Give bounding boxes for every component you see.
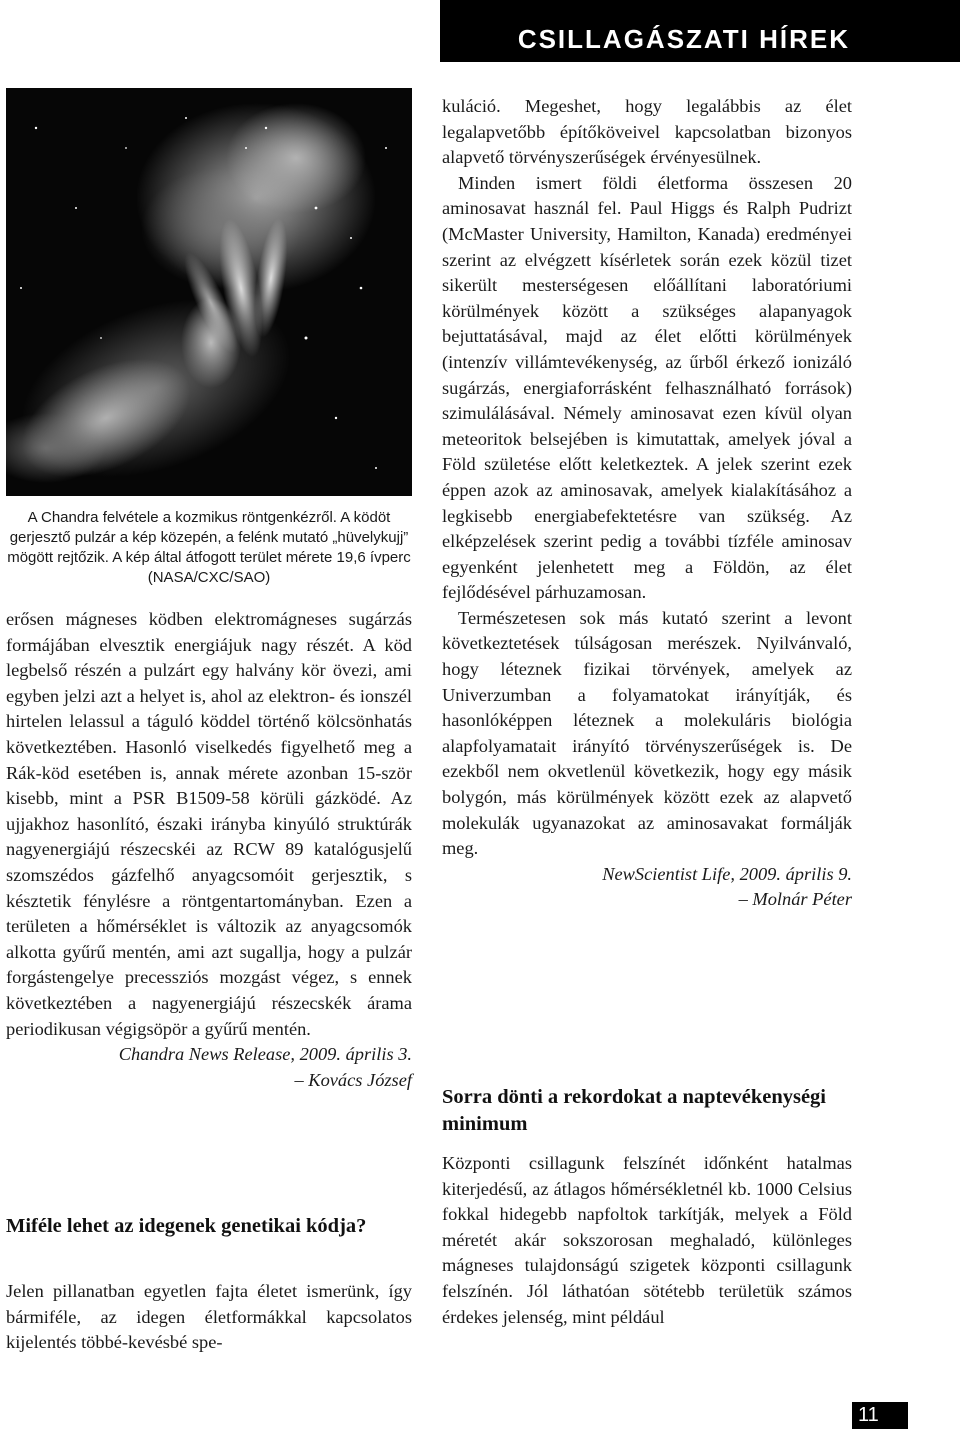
article1-source: Chandra News Release, 2009. április 3. (118, 1044, 412, 1065)
article1-author: – Kovács József (294, 1069, 412, 1090)
article2-intro: Jelen pillanatban egyetlen fajta életet ismerünk, így bármiféle, az idegen életformákkal kapcsolatos kijelentés többé-kevésbé spe- (6, 1281, 412, 1353)
section-title: CSILLAGÁSZATI HÍREK (517, 24, 850, 54)
article2-continuation-column (442, 94, 852, 913)
page-number: 11 (852, 1402, 908, 1429)
xray-nebula-photo (6, 88, 412, 496)
article2-intro-column (6, 1279, 412, 1356)
section-header-bar (440, 0, 960, 62)
article3-body: Központi csillagunk felszínét időnként hatalmas kiterjedésű, az átlagos hőmérsékletnél kb. 1000 Celsius fokkal hidegebb napfoltok tarkítják, melyek a Föld méretét akár sokszorosan meghaladó, különleges mágneses tulajdonságú szigetek központi csillagunk felszínén. Jól láthatóan sötétebb területük számos érdekes jelenség, mint például (442, 1153, 852, 1327)
figure-caption: A Chandra felvétele a kozmikus röntgenkézről. A ködöt gerjesztő pulzár a kép közepén, a felénk mutató „hüvelykujj” mögött rejtőzik. A kép által átfogott terület mérete 19,6 ívperc (NASA/CXC/SAO) (7, 509, 411, 586)
article2-paragraph3: Természetesen sok más kutató szerint a levont következtetések túlságosan merészek. Nyilvánvaló, hogy léteznek fizikai törvények, amelyek az Univerzumban a folyamatokat irányítják, és hasonlóképpen léteznek a molekuláris biológia alapfolyamatait irányító törvényszerűségek is. De ezekből nem okvetlenül következik, hogy egy másik bolygón, más körülmények között ezek az alapvető molekulák ugyanazokat az aminosavakat formálják meg. (442, 607, 852, 859)
article2-paragraph2: Minden ismert földi életforma összesen 20 aminosavat használ fel. Paul Higgs és Ralph Pudrizt (McMaster University, Hamilton, Kanada) eredményei szerint az elvégzett kísérletek során ezek közül tizet sikerült mesterségesen előállítani laboratóriumi körülmények között a szükséges alapanyagok bejuttatásával, majd az élet előtti körülmények (intenzív villámtevékenység, az űrből érkező ionizáló sugárzás, energiaforrásként felhasználható források) szimulálásával. Némely aminosavat ezen kívül olyan meteoritok belsejében is kimutattak, amelyek jóval a Föld születése előtt keletkeztek. A jelek szerint ezek éppen azok az aminosavak, amelyek kialakításához a legkisebb energiabefektetésre van szükség. Az elképzelések szerint pedig a további tízféle aminosav egyenként jelenhetett meg a Földön, az élet fejlődésével párhuzamosan. (442, 172, 852, 603)
article1-body: erősen mágneses ködben elektromágneses sugárzás formájában elvesztik energiájuk nagy részét. A köd legbelső részén a pulzárt egy halvány kör övezi, ami egyben jelzi azt a helyet is, ahol az elektron- és ionszél hirtelen lelassul a táguló köddel történő kölcsönhatás következtében. Hasonló viselkedés figyelhető meg a Rák-köd esetében is, annak mérete azonban 15-ször kisebb, mint a PSR B1509-58 körüli gázködé. Az ujjakhoz hasonlító, északi irányba kinyúló struktúrák nagyenergiájú részecskéi az RCW 89 katalógusjelű szomszédos gázfelhő anyagcsomóit gerjesztik, s késztetik fénylésre a röntgentartományban. Ezen a területen a hőmérséklet is változik az anyagcsomók alkotta gyűrű mentén, ami azt sugallja, hogy a pulzár forgástengelye precessziós mozgást végez, s ennek következtében a nagyenergiájú részecskék árama periodikusan végigsöpör a gyűrű mentén. (6, 609, 412, 1039)
article2-title: Miféle lehet az idegenek genetikai kódja? (6, 1215, 367, 1237)
article2-source: NewScientist Life, 2009. április 9. (602, 863, 852, 884)
article2-continuation: kuláció. Megeshet, hogy legalábbis az élet legalapvetőbb építőköveivel kapcsolatban bizonyos alapvető törvényszerűségek érvényesülnek. (442, 96, 852, 168)
nebula-image (6, 88, 412, 496)
article3-body-column (442, 1151, 852, 1330)
article1-body-column (6, 607, 412, 1093)
article3-title: Sorra dönti a rekordokat a naptevékenységi minimum (442, 1086, 827, 1135)
article2-author: – Molnár Péter (738, 889, 852, 910)
